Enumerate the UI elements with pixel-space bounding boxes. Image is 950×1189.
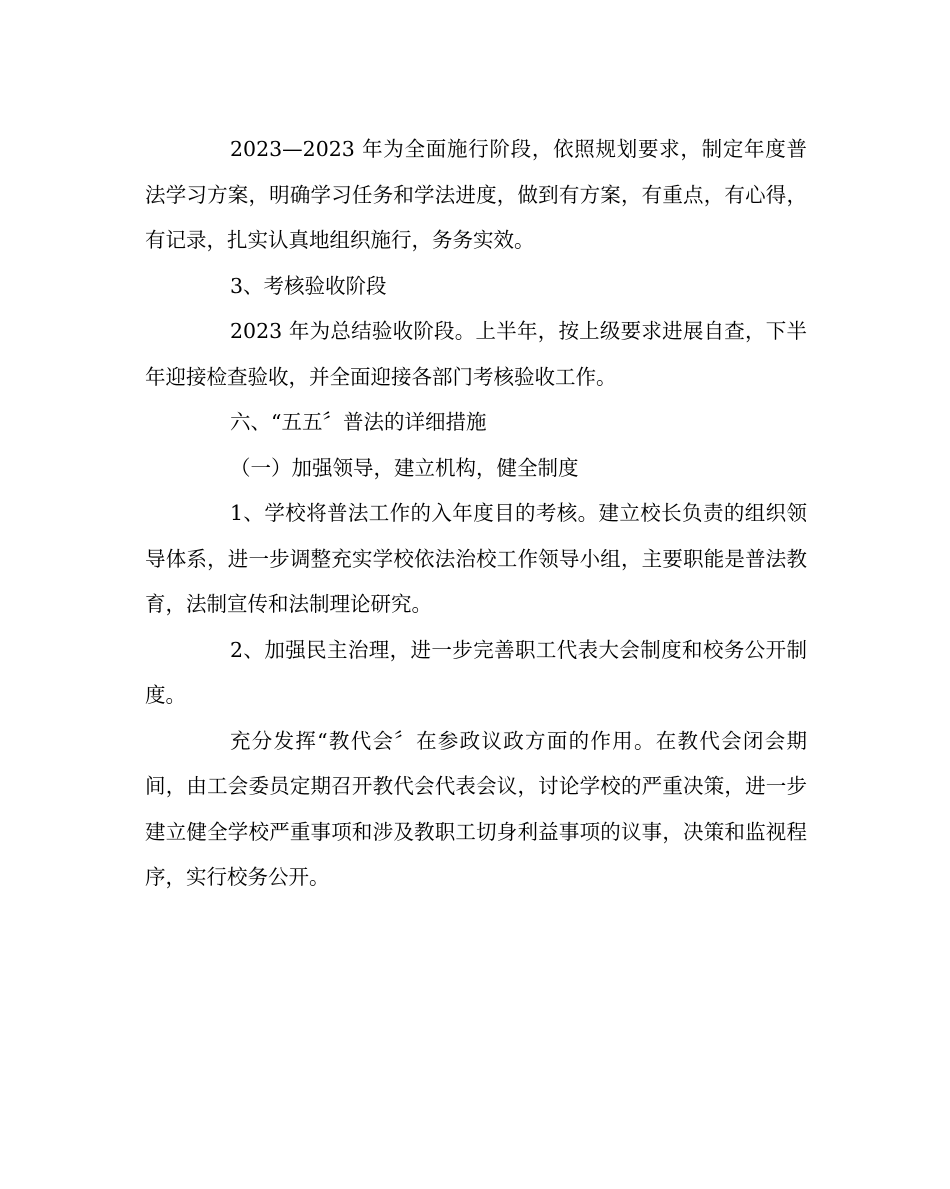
paragraph-staff-congress: 充分发挥“教代会〞在参政议政方面的作用。在教代会闭会期间，由工会委员定期召开教代会代表会议，讨论学校的严重决策，进一步建立健全学校严重事项和涉及教职工切身利益事项的议事，决策和监视程序，实行校务公开。 [145,728,807,889]
paragraph-measure-two: 2、加强民主治理，进一步完善职工代表大会制度和校务公开制度。 [145,637,807,707]
paragraph-implementation-phase: 2023—2023 年为全面施行阶段，依照规划要求，制定年度普法学习方案，明确学习任务和学法进度，做到有方案，有重点，有心得，有记录，扎实认真地组织施行，务务实效。 [145,137,807,252]
document-body [145,127,807,901]
heading-assessment-phase: 3、考核验收阶段 [230,273,387,298]
heading-section-six: 六、“五五〞普法的详细措施 [230,410,487,434]
heading-subsection-one: （一）加强领导，建立机构，健全制度 [230,455,579,480]
paragraph-summary-phase: 2023 年为总结验收阶段。上半年，按上级要求进展自查，下半年迎接检查验收，并全面迎接各部门考核验收工作。 [145,319,807,389]
paragraph-measure-one: 1、学校将普法工作的入年度目的考核。建立校长负责的组织领导体系，进一步调整充实学校依法治校工作领导小组，主要职能是普法教育，法制宣传和法制理论研究。 [145,501,807,616]
